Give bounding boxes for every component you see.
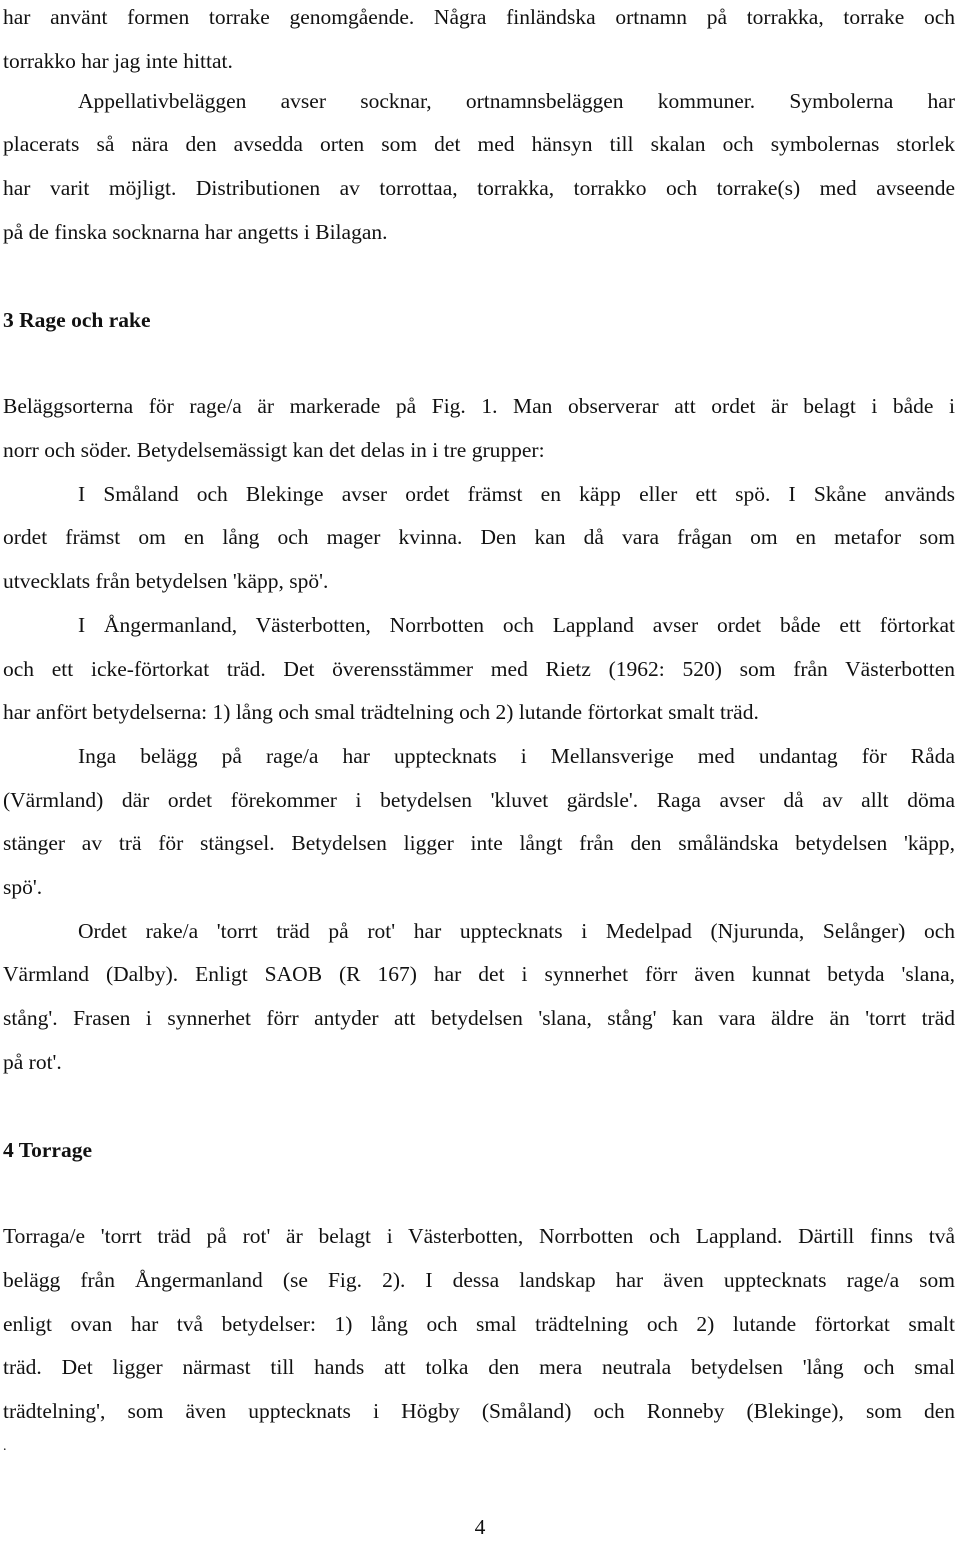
footnote-mark: .: [3, 1439, 7, 1454]
text-line: ordet främst om en lång och mager kvinna. Den kan då vara frågan om en metafor som: [3, 525, 955, 549]
text-line: (Värmland) där ordet förekommer i betydelsen 'kluvet gärdsle'. Raga avser då av allt döma: [3, 788, 955, 812]
text-line: Torraga/e 'torrt träd på rot' är belagt i Västerbotten, Norrbotten och Lappland. Därtill finns två: [3, 1224, 955, 1248]
text-line: placerats så nära den avsedda orten som det med hänsyn till skalan och symbolernas storlek: [3, 132, 955, 156]
text-line: stång'. Frasen i synnerhet förr antyder att betydelsen 'slana, stång' kan vara äldre än 'torrt träd: [3, 1006, 955, 1030]
text-line: stänger av trä för stängsel. Betydelsen ligger inte långt från den småländska betydelsen 'käpp,: [3, 831, 955, 855]
text-line: och ett icke-förtorkat träd. Det överensstämmer med Rietz (1962: 520) som från Västerbotten: [3, 657, 955, 681]
text-line: I Småland och Blekinge avser ordet främst en käpp eller ett spö. I Skåne används: [78, 482, 955, 506]
page-number: 4: [474, 1515, 486, 1539]
text-line: Appellativbeläggen avser socknar, ortnamnsbeläggen kommuner. Symbolerna har: [78, 89, 955, 113]
text-line: Inga belägg på rage/a har upptecknats i Mellansverige med undantag för Råda: [78, 744, 955, 768]
text-line: på de finska socknarna har angetts i Bilagan.: [3, 220, 388, 244]
text-line: enligt ovan har två betydelser: 1) lång och smal trädtelning och 2) lutande förtorkat smalt: [3, 1312, 955, 1336]
text-line: har använt formen torrake genomgående. Några finländska ortnamn på torrakka, torrake och: [3, 5, 955, 29]
text-line: har varit möjligt. Distributionen av torrottaa, torrakka, torrakko och torrake(s) med avseende: [3, 176, 955, 200]
text-line: Beläggsorterna för rage/a är markerade på Fig. 1. Man observerar att ordet är belagt i både i: [3, 394, 955, 418]
text-line: på rot'.: [3, 1050, 62, 1074]
text-line: belägg från Ångermanland (se Fig. 2). I dessa landskap har även upptecknats rage/a som: [3, 1268, 955, 1292]
text-line: Ordet rake/a 'torrt träd på rot' har upptecknats i Medelpad (Njurunda, Selånger) och: [78, 919, 955, 943]
section-heading: 3 Rage och rake: [3, 308, 151, 332]
text-line: Värmland (Dalby). Enligt SAOB (R 167) har det i synnerhet förr även kunnat betyda 'slana,: [3, 962, 955, 986]
text-line: träd. Det ligger närmast till hands att tolka den mera neutrala betydelsen 'lång och smal: [3, 1355, 955, 1379]
text-line: I Ångermanland, Västerbotten, Norrbotten och Lappland avser ordet både ett förtorkat: [78, 613, 955, 637]
text-line: trädtelning', som även upptecknats i Högby (Småland) och Ronneby (Blekinge), som den: [3, 1399, 955, 1423]
text-line: norr och söder. Betydelsemässigt kan det delas in i tre grupper:: [3, 438, 545, 462]
text-line: har anfört betydelserna: 1) lång och smal trädtelning och 2) lutande förtorkat smalt träd.: [3, 700, 759, 724]
text-line: utvecklats från betydelsen 'käpp, spö'.: [3, 569, 329, 593]
text-line: torrakko har jag inte hittat.: [3, 49, 233, 73]
section-heading: 4 Torrage: [3, 1138, 92, 1162]
text-line: spö'.: [3, 875, 43, 899]
